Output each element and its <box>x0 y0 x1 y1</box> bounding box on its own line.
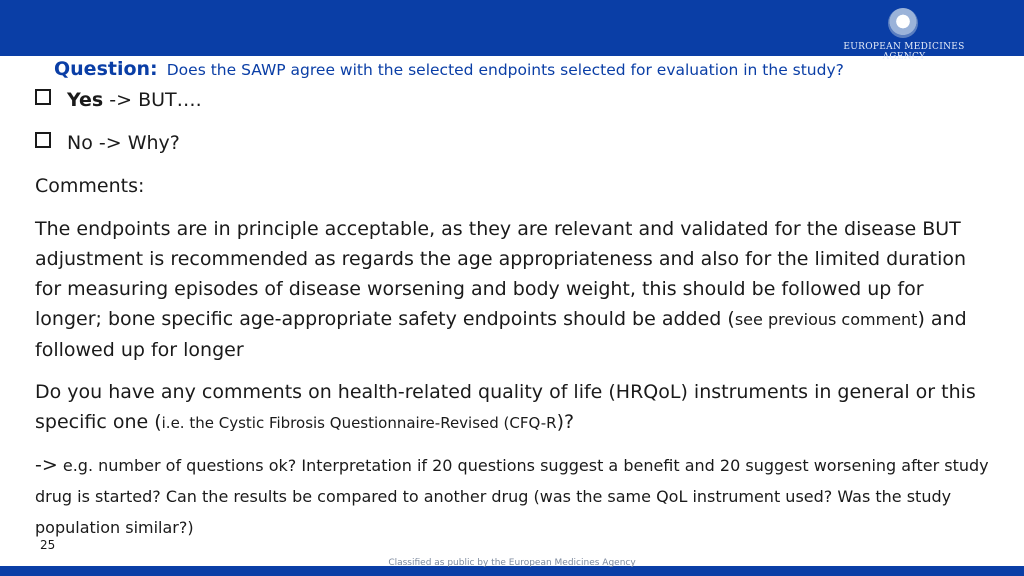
comments-heading: Comments: <box>35 175 145 197</box>
paragraph2-main: Do you have any comments on health-related quality of life (HRQoL) instruments in general or this specific one ( <box>35 381 976 433</box>
option-yes <box>35 89 202 111</box>
question-text: Does the SAWP agree with the selected endpoints selected for evaluation in the study? <box>166 61 844 79</box>
ema-globe-icon <box>888 8 918 38</box>
option-yes-rest: -> BUT…. <box>103 89 202 111</box>
comment-paragraph-1 <box>35 214 995 365</box>
comment-paragraph-2 <box>35 377 995 438</box>
ema-logo <box>824 6 984 62</box>
checkbox-icon <box>35 89 51 105</box>
option-yes-strong: Yes <box>67 89 104 111</box>
paragraph2-small: i.e. the Cystic Fibrosis Questionnaire-Revised (CFQ-R <box>161 414 557 432</box>
paragraph1-main: The endpoints are in principle acceptable, as they are relevant and validated for the disease BUT adjustment is recommended as regards the age appropriateness and also for the limited duration for measuring episodes of disease worsening and body weight, this should be followed up for longer; bone specific age-appropriate safety endpoints should be added ( <box>35 218 967 330</box>
paragraph2-end: )? <box>556 411 575 433</box>
paragraph3-arrow: -> <box>35 454 58 476</box>
header-bar <box>0 0 1024 62</box>
page-number: 25 <box>40 538 56 552</box>
comment-paragraph-3 <box>35 450 995 543</box>
question-label: Question: <box>54 58 158 80</box>
checkbox-icon <box>35 132 51 148</box>
question-line <box>54 58 1014 80</box>
paragraph3-text: e.g. number of questions ok? Interpretation if 20 questions suggest a benefit and 20 suggest worsening after study drug is started? Can the results be compared to another drug (was the same QoL instrument used? Was the study population similar?) <box>35 456 989 537</box>
paragraph1-small: see previous comment <box>734 310 918 329</box>
option-no-text: No -> Why? <box>67 132 180 154</box>
classification-note: Classified as public by the European Medicines Agency <box>388 558 636 568</box>
logo-text: EUROPEAN MEDICINES AGENCY <box>843 42 965 62</box>
option-no <box>35 132 180 154</box>
paragraph1-end: ) and followed up for longer <box>35 308 967 361</box>
